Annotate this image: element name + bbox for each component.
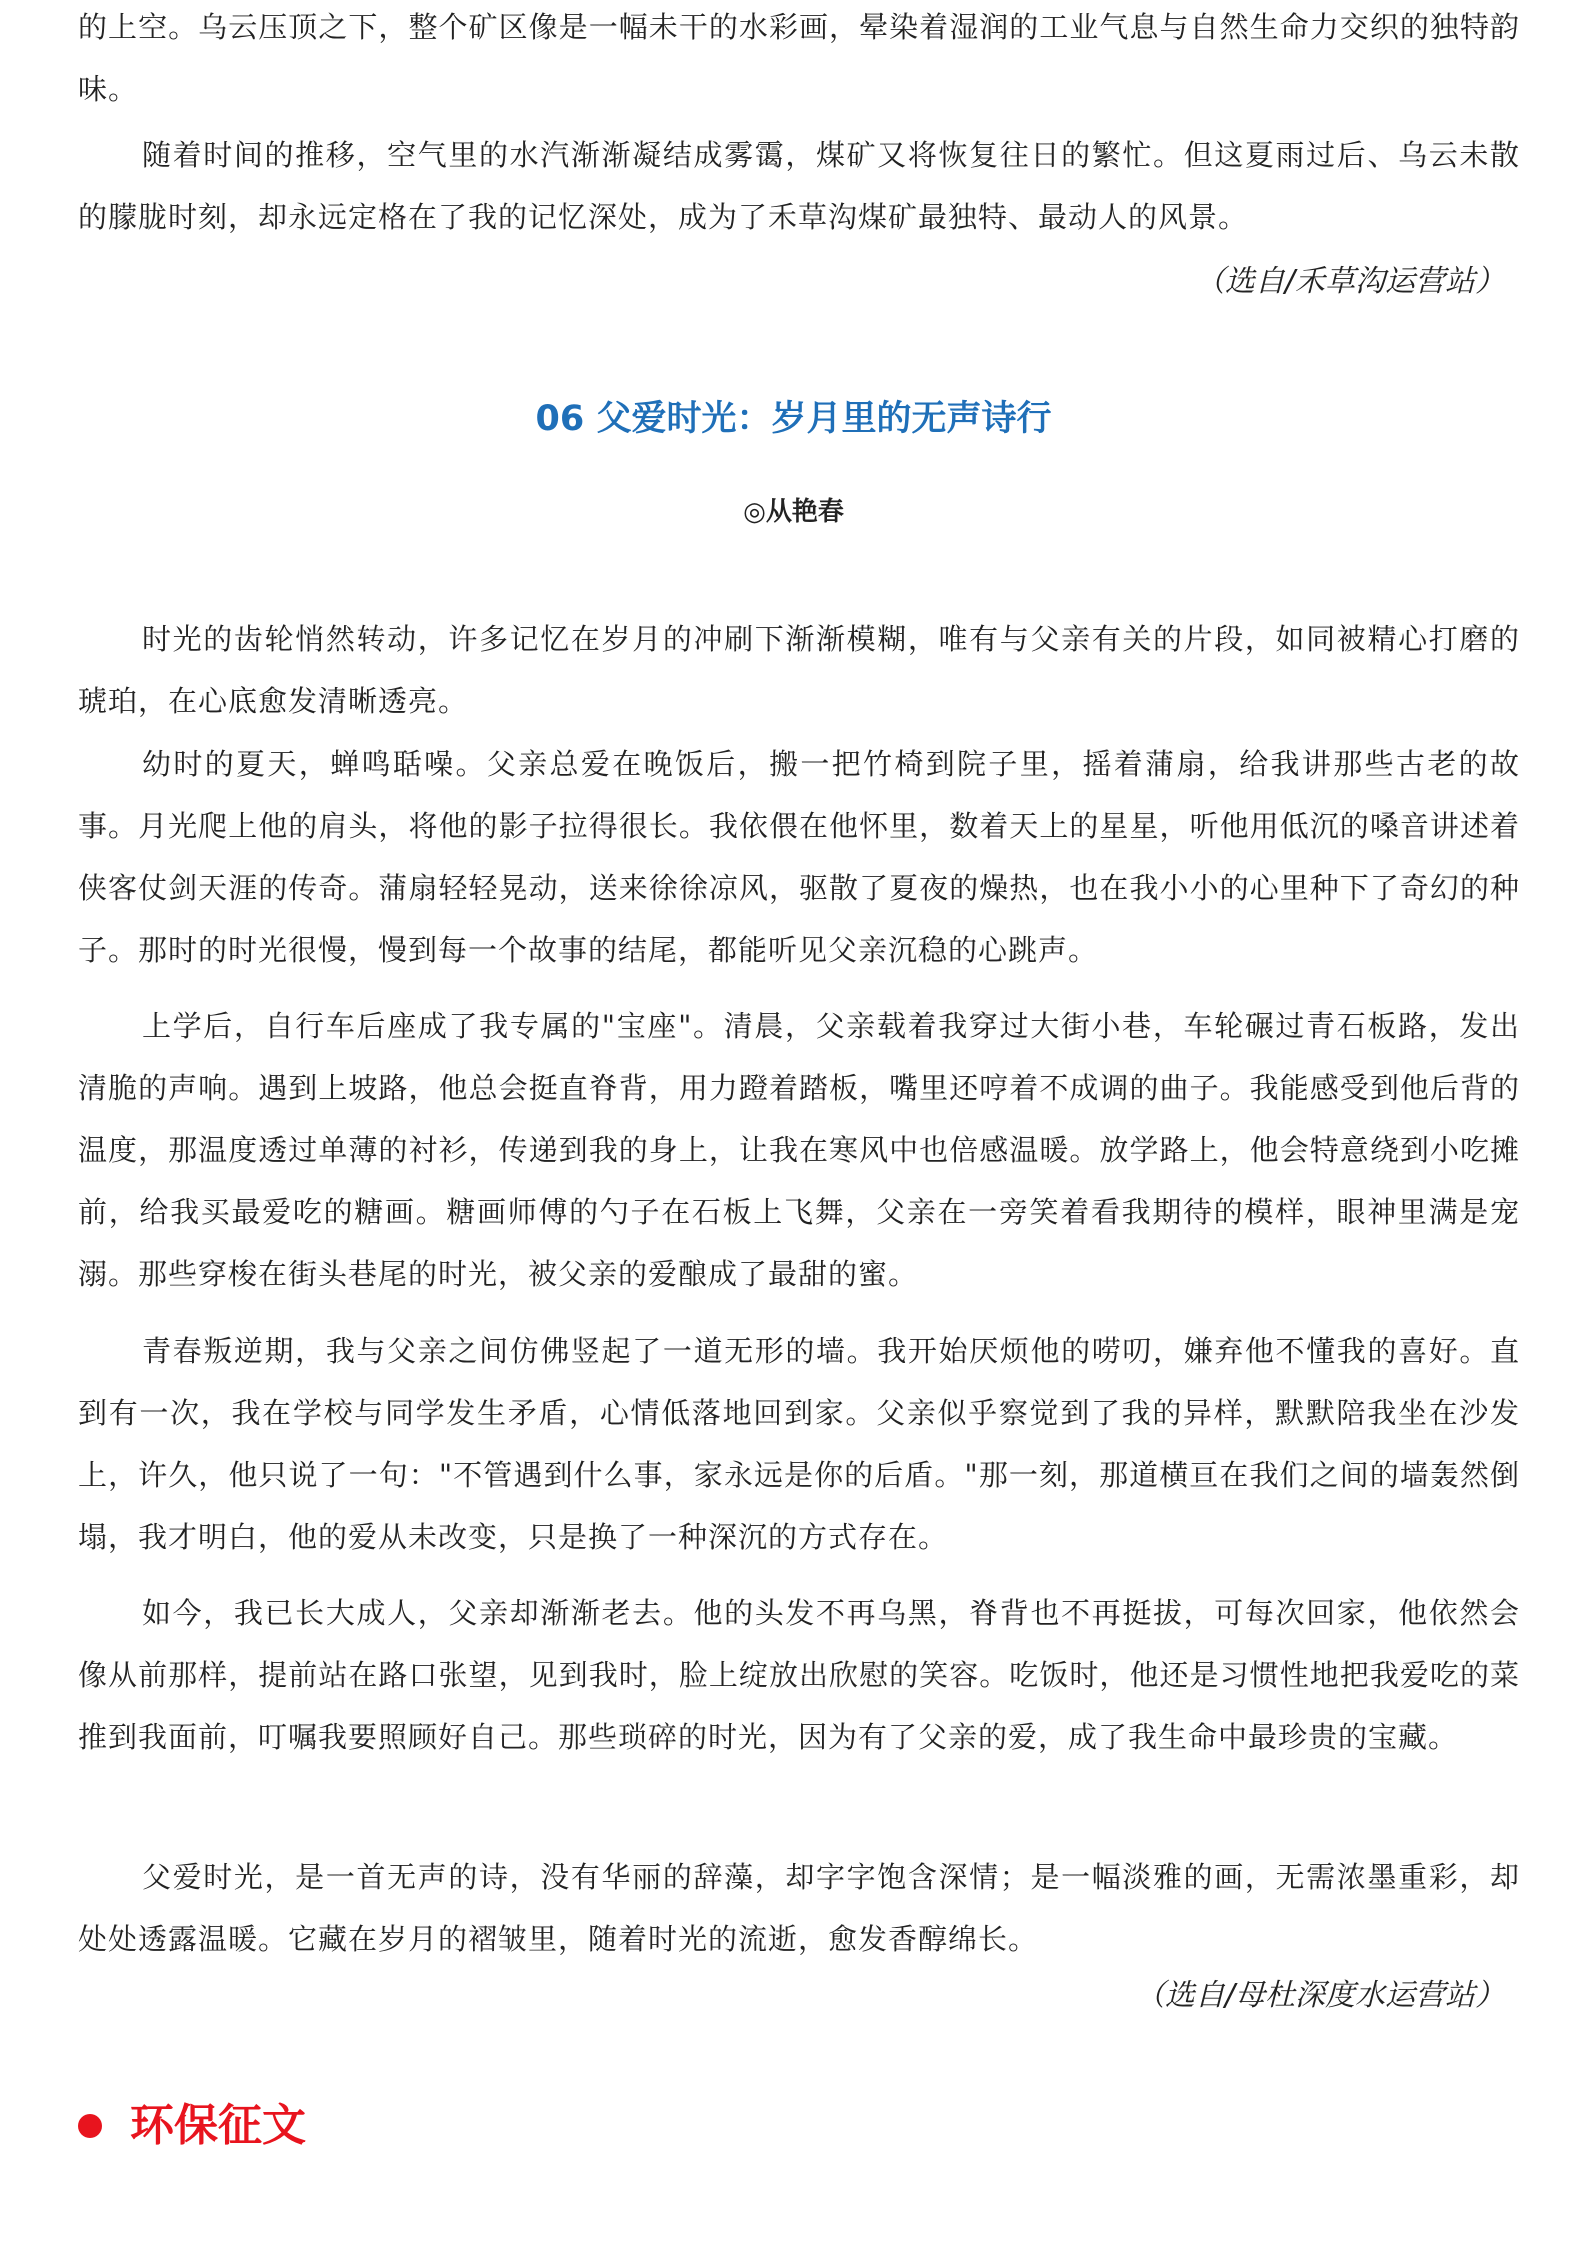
article-paragraph: 如今，我已长大成人，父亲却渐渐老去。他的头发不再乌黑，脊背也不再挺拔，可每次回家，他依然会像从前那样，提前站在路口张望，见到我时，脸上绽放出欣慰的笑容。吃饭时，他还是习惯性地把我爱吃的菜推到我面前，叮嘱我要照顾好自己。那些琐碎的时光，因为有了父亲的爱，成了我生命中最珍贵的宝藏。 xyxy=(78,1596,1520,1754)
article-paragraph: 父爱时光，是一首无声的诗，没有华丽的辞藻，却字字饱含深情；是一幅淡雅的画，无需浓墨重彩，却处处透露温暖。它藏在岁月的褶皱里，随着时光的流逝，愈发香醇绵长。 xyxy=(78,1860,1520,1956)
article-paragraph: 幼时的夏天，蝉鸣聒噪。父亲总爱在晚饭后，搬一把竹椅到院子里，摇着蒲扇，给我讲那些古老的故事。月光爬上他的肩头，将他的影子拉得很长。我依偎在他怀里，数着天上的星星，听他用低沉的嗓音讲述着侠客仗剑天涯的传奇。蒲扇轻轻晃动，送来徐徐凉风，驱散了夏夜的燥热，也在我小小的心里种下了奇幻的种子。那时的时光很慢，慢到每一个故事的结尾，都能听见父亲沉稳的心跳声。 xyxy=(78,747,1520,967)
article-author: ◎从艳春 xyxy=(743,497,844,527)
prev-article-paragraph: 随着时间的推移，空气里的水汽渐渐凝结成雾霭，煤矿又将恢复往日的繁忙。但这夏雨过后、乌云未散的朦胧时刻，却永远定格在了我的记忆深处，成为了禾草沟煤矿最独特、最动人的风景。 xyxy=(78,138,1520,234)
bullet-dot-icon xyxy=(78,2114,102,2138)
article-paragraph: 青春叛逆期，我与父亲之间仿佛竖起了一道无形的墙。我开始厌烦他的唠叨，嫌弃他不懂我的喜好。直到有一次，我在学校与同学发生矛盾，心情低落地回到家。父亲似乎察觉到了我的异样，默默陪我坐在沙发上，许久，他只说了一句："不管遇到什么事，家永远是你的后盾。"那一刻，那道横亘在我们之间的墙轰然倒塌，我才明白，他的爱从未改变，只是换了一种深沉的方式存在。 xyxy=(78,1334,1520,1554)
article-paragraph: 时光的齿轮悄然转动，许多记忆在岁月的冲刷下渐渐模糊，唯有与父亲有关的片段，如同被精心打磨的琥珀，在心底愈发清晰透亮。 xyxy=(78,622,1520,718)
section-heading-text: 环保征文 xyxy=(130,2100,306,2151)
article-source: （选自/母杜深度水运营站） xyxy=(1134,1978,1505,2013)
prev-article-paragraph: 的上空。乌云压顶之下，整个矿区像是一幅未干的水彩画，晕染着湿润的工业气息与自然生命力交织的独特韵味。 xyxy=(78,10,1520,106)
section-heading xyxy=(78,2096,306,2156)
article-title: 06 父爱时光：岁月里的无声诗行 xyxy=(535,399,1052,439)
prev-article-source: （选自/禾草沟运营站） xyxy=(1194,264,1505,299)
article-paragraph: 上学后，自行车后座成了我专属的"宝座"。清晨，父亲载着我穿过大街小巷，车轮碾过青石板路，发出清脆的声响。遇到上坡路，他总会挺直脊背，用力蹬着踏板，嘴里还哼着不成调的曲子。我能感受到他后背的温度，那温度透过单薄的衬衫，传递到我的身上，让我在寒风中也倍感温暖。放学路上，他会特意绕到小吃摊前，给我买最爱吃的糖画。糖画师傅的勺子在石板上飞舞，父亲在一旁笑着看我期待的模样，眼神里满是宠溺。那些穿梭在街头巷尾的时光，被父亲的爱酿成了最甜的蜜。 xyxy=(78,1009,1520,1291)
